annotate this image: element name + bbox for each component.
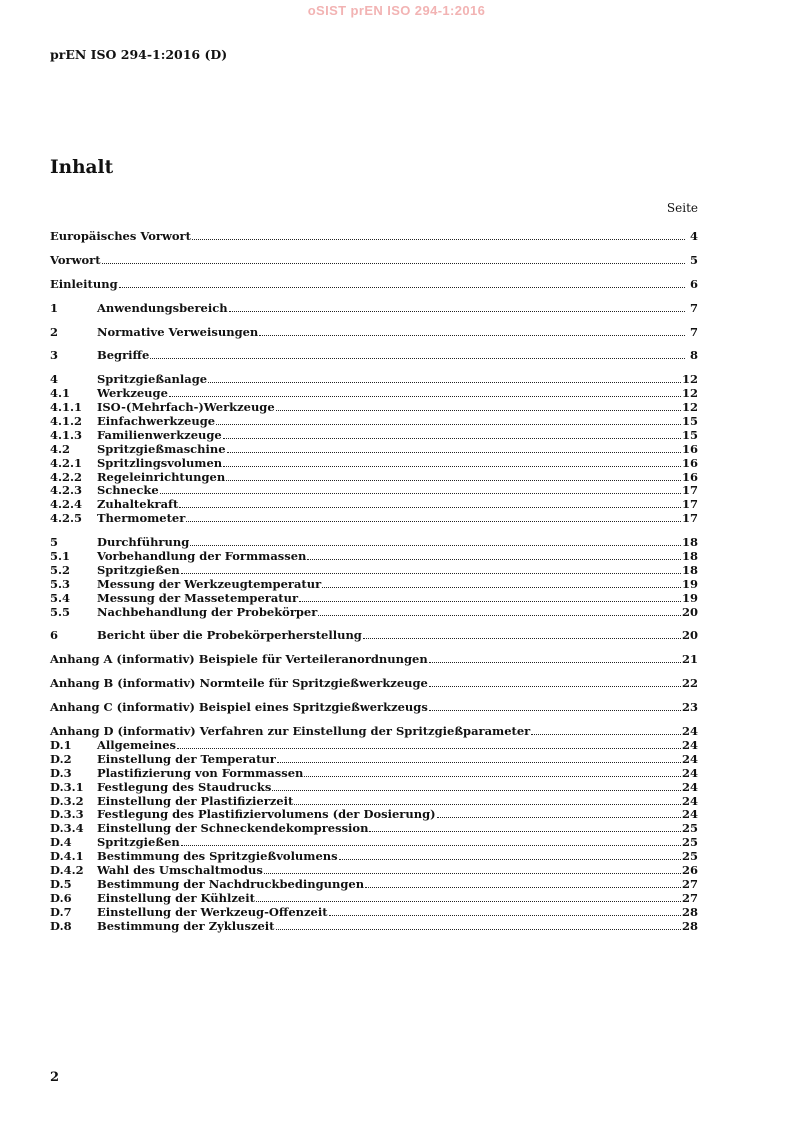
toc-entry-number: 5.5 xyxy=(50,604,71,619)
toc-dot-leader xyxy=(264,873,681,874)
toc-entry-title: Wahl des Umschaltmodus xyxy=(97,862,263,877)
page-column-label: Seite xyxy=(666,201,698,215)
toc-entry[interactable] xyxy=(50,401,698,415)
toc-entry-page: 17 xyxy=(681,511,698,526)
toc-entry-title: Einleitung xyxy=(50,276,118,291)
toc-dot-leader xyxy=(276,410,681,411)
toc-entry-page: 28 xyxy=(681,918,698,933)
toc-entry-page: 28 xyxy=(681,904,698,919)
toc-entry-page: 20 xyxy=(681,604,698,619)
toc-entry-number: D.8 xyxy=(50,918,72,933)
toc-entry-number: 4.2.2 xyxy=(50,469,83,484)
toc-dot-leader xyxy=(299,601,681,602)
toc-entry-page: 15 xyxy=(681,427,698,442)
toc-entry-page: 19 xyxy=(681,576,698,591)
toc-entry-page: 16 xyxy=(681,455,698,470)
toc-entry[interactable] xyxy=(50,536,698,550)
toc-dot-leader xyxy=(229,311,685,312)
toc-entry[interactable] xyxy=(50,254,698,268)
toc-entry[interactable] xyxy=(50,230,698,244)
toc-entry-number: D.4.1 xyxy=(50,849,84,864)
toc-entry-title: Spritzgießen xyxy=(97,835,180,850)
toc-entry-number: 5.4 xyxy=(50,590,71,605)
toc-entry[interactable] xyxy=(50,629,698,643)
toc-entry-title: Zuhaltekraft xyxy=(97,497,179,512)
toc-entry-page: 18 xyxy=(681,549,698,564)
toc-dot-leader xyxy=(223,466,681,467)
toc-entry-number: D.3 xyxy=(50,765,72,780)
toc-dot-leader xyxy=(259,335,685,336)
toc-dot-leader xyxy=(208,382,681,383)
toc-entry-page: 24 xyxy=(681,779,698,794)
toc-entry-title: Festlegung des Staudrucks xyxy=(97,779,272,794)
toc-entry-number: D.7 xyxy=(50,904,72,919)
toc-entry-title: Anhang C (informativ) Beispiel eines Spritzgießwerkzeugs xyxy=(50,700,428,715)
toc-entry-title: Allgemeines xyxy=(97,737,177,752)
toc-entry-page: 26 xyxy=(681,862,698,877)
toc-entry-title: Familienwerkzeuge xyxy=(97,427,222,442)
toc-entry-page: 12 xyxy=(681,400,698,415)
toc-entry-page: 17 xyxy=(681,483,698,498)
toc-entry-page: 27 xyxy=(681,890,698,905)
toc-entry-title: Bestimmung des Spritzgießvolumens xyxy=(97,849,338,864)
toc-entry-page: 4 xyxy=(689,229,698,243)
toc-entry[interactable] xyxy=(50,302,698,316)
toc-entry-number: D.6 xyxy=(50,890,72,905)
toc-entry[interactable] xyxy=(50,836,698,850)
toc-entry[interactable] xyxy=(50,415,698,429)
toc-entry-title: Nachbehandlung der Probekörper xyxy=(97,604,318,619)
toc-entry[interactable] xyxy=(50,550,698,564)
toc-entry-page: 23 xyxy=(681,700,698,715)
toc-entry-page: 25 xyxy=(681,835,698,850)
toc-entry-number: 2 xyxy=(50,324,59,339)
toc-entry-number: 5.3 xyxy=(50,576,71,591)
toc-dot-leader xyxy=(437,817,681,818)
toc-entry[interactable] xyxy=(50,373,698,387)
watermark: oSIST prEN ISO 294-1:2016 xyxy=(307,3,486,18)
toc-entry-title: Bestimmung der Zykluszeit xyxy=(97,918,275,933)
toc-dot-leader xyxy=(227,452,681,453)
toc-entry-number: 4.1.3 xyxy=(50,427,83,442)
toc-dot-leader xyxy=(276,929,681,930)
toc-entry-number: 4.1.1 xyxy=(50,400,83,415)
toc-dot-leader xyxy=(177,748,681,749)
toc-entry[interactable] xyxy=(50,387,698,401)
toc-dot-leader xyxy=(369,831,681,832)
toc-entry-number: 4.2 xyxy=(50,441,71,456)
toc-entry[interactable] xyxy=(50,767,698,781)
toc-dot-leader xyxy=(160,493,681,494)
toc-dot-leader xyxy=(223,438,681,439)
toc-entry[interactable] xyxy=(50,850,698,864)
toc-entry-number: D.3.3 xyxy=(50,807,84,822)
toc-entry-page: 24 xyxy=(681,737,698,752)
toc-entry-number: 4.2.1 xyxy=(50,455,83,470)
toc-entry-title: Spritzlingsvolumen xyxy=(97,455,223,470)
toc-dot-leader xyxy=(190,545,681,546)
toc-entry-number: 4.2.5 xyxy=(50,511,83,526)
toc-entry[interactable] xyxy=(50,822,698,836)
toc-dot-leader xyxy=(429,710,681,711)
toc-entry[interactable] xyxy=(50,808,698,822)
toc-entry-page: 22 xyxy=(681,676,698,691)
page-title: Inhalt xyxy=(50,157,114,178)
page-number: 2 xyxy=(50,1070,60,1085)
toc-entry[interactable] xyxy=(50,920,698,934)
toc-dot-leader xyxy=(339,859,681,860)
toc-entry[interactable] xyxy=(50,498,698,512)
toc-dot-leader xyxy=(226,480,681,481)
toc-entry-number: 4.1 xyxy=(50,386,71,401)
toc-dot-leader xyxy=(329,915,681,916)
toc-dot-leader xyxy=(186,521,681,522)
toc-entry-title: Spritzgießmaschine xyxy=(97,441,226,456)
toc-entry-title: Einstellung der Werkzeug-Offenzeit xyxy=(97,904,328,919)
toc-dot-leader xyxy=(102,263,685,264)
toc-entry-title: Europäisches Vorwort xyxy=(50,229,191,243)
toc-entry[interactable] xyxy=(50,781,698,795)
toc-entry-title: Vorwort xyxy=(50,252,101,267)
toc-entry[interactable] xyxy=(50,471,698,485)
toc-entry[interactable] xyxy=(50,457,698,471)
toc-entry-title: Normative Verweisungen xyxy=(97,324,259,339)
toc-entry[interactable] xyxy=(50,606,698,620)
toc-entry-title: Werkzeuge xyxy=(97,386,168,401)
toc-entry-title: ISO-(Mehrfach-)Werkzeuge xyxy=(97,400,275,415)
toc-entry-title: Begriffe xyxy=(97,348,150,363)
toc-entry-page: 5 xyxy=(689,252,698,267)
toc-entry-number: 6 xyxy=(50,628,59,643)
toc-dot-leader xyxy=(322,587,681,588)
toc-entry-page: 16 xyxy=(681,469,698,484)
toc-dot-leader xyxy=(150,358,685,359)
toc-entry-number: D.5 xyxy=(50,876,72,891)
toc-entry-page: 7 xyxy=(689,324,698,339)
toc-entry-title: Einstellung der Plastifizierzeit xyxy=(97,793,294,808)
toc-entry-page: 24 xyxy=(681,807,698,822)
toc-entry-title: Festlegung des Plastifiziervolumens (der Dosierung) xyxy=(97,807,436,822)
toc-entry-page: 24 xyxy=(681,724,698,739)
toc-entry-number: 4.2.4 xyxy=(50,497,83,512)
toc-entry[interactable] xyxy=(50,349,698,363)
toc-dot-leader xyxy=(307,559,681,560)
toc-entry[interactable] xyxy=(50,278,698,292)
table-of-contents xyxy=(50,230,698,933)
toc-entry-title: Bericht über die Probekörperherstellung xyxy=(97,628,362,643)
toc-entry-title: Einstellung der Temperatur xyxy=(97,751,276,766)
toc-entry-title: Anwendungsbereich xyxy=(97,300,228,315)
toc-entry-page: 24 xyxy=(681,793,698,808)
toc-entry[interactable] xyxy=(50,443,698,457)
toc-entry-page: 12 xyxy=(681,372,698,387)
toc-entry-number: D.3.2 xyxy=(50,793,84,808)
toc-entry-page: 24 xyxy=(681,751,698,766)
toc-entry-title: Messung der Werkzeugtemperatur xyxy=(97,576,322,591)
toc-dot-leader xyxy=(318,615,681,616)
toc-entry-number: 4.1.2 xyxy=(50,414,83,429)
toc-entry-number: D.3.1 xyxy=(50,779,84,794)
toc-entry[interactable] xyxy=(50,795,698,809)
toc-dot-leader xyxy=(181,573,681,574)
toc-entry-number: 4 xyxy=(50,372,59,387)
toc-entry-number: 5.1 xyxy=(50,549,71,564)
toc-entry[interactable] xyxy=(50,701,698,715)
toc-entry[interactable] xyxy=(50,653,698,667)
toc-entry-number: 3 xyxy=(50,348,59,363)
toc-dot-leader xyxy=(294,804,681,805)
toc-dot-leader xyxy=(429,686,681,687)
toc-dot-leader xyxy=(365,887,681,888)
toc-entry[interactable] xyxy=(50,864,698,878)
toc-dot-leader xyxy=(429,662,681,663)
toc-entry-page: 7 xyxy=(689,300,698,315)
toc-dot-leader xyxy=(277,762,681,763)
toc-entry[interactable] xyxy=(50,906,698,920)
toc-entry[interactable] xyxy=(50,564,698,578)
toc-dot-leader xyxy=(531,734,681,735)
toc-dot-leader xyxy=(119,287,685,288)
toc-dot-leader xyxy=(169,396,681,397)
toc-entry-title: Durchführung xyxy=(97,535,190,550)
toc-entry-page: 27 xyxy=(681,876,698,891)
toc-entry-title: Spritzgießen xyxy=(97,562,180,577)
toc-entry-title: Bestimmung der Nachdruckbedingungen xyxy=(97,876,365,891)
toc-entry-page: 16 xyxy=(681,441,698,456)
toc-entry[interactable] xyxy=(50,725,698,739)
toc-entry[interactable] xyxy=(50,892,698,906)
toc-entry-title: Einfachwerkzeuge xyxy=(97,414,216,429)
toc-entry-page: 18 xyxy=(681,562,698,577)
toc-entry-page: 8 xyxy=(689,348,698,363)
toc-entry-title: Regeleinrichtungen xyxy=(97,469,226,484)
toc-entry-title: Einstellung der Kühlzeit xyxy=(97,890,255,905)
toc-entry-number: 5 xyxy=(50,535,59,550)
toc-entry-page: 20 xyxy=(681,628,698,643)
toc-entry-title: Einstellung der Schneckendekompression xyxy=(97,821,369,836)
toc-entry-page: 12 xyxy=(681,386,698,401)
toc-entry-title: Vorbehandlung der Formmassen xyxy=(97,549,307,564)
toc-dot-leader xyxy=(179,507,681,508)
toc-entry-title: Plastifizierung von Formmassen xyxy=(97,765,304,780)
toc-dot-leader xyxy=(272,790,681,791)
toc-dot-leader xyxy=(304,776,681,777)
toc-entry-title: Anhang D (informativ) Verfahren zur Einstellung der Spritzgießparameter xyxy=(50,724,531,739)
toc-entry[interactable] xyxy=(50,878,698,892)
toc-entry[interactable] xyxy=(50,677,698,691)
toc-entry-number: D.4.2 xyxy=(50,862,84,877)
toc-entry-title: Spritzgießanlage xyxy=(97,372,208,387)
toc-entry-page: 19 xyxy=(681,590,698,605)
toc-entry[interactable] xyxy=(50,739,698,753)
toc-dot-leader xyxy=(256,901,681,902)
toc-entry-page: 25 xyxy=(681,821,698,836)
toc-entry-page: 15 xyxy=(681,414,698,429)
toc-entry-number: D.2 xyxy=(50,751,72,766)
toc-entry-number: 4.2.3 xyxy=(50,483,83,498)
toc-entry-title: Messung der Massetemperatur xyxy=(97,590,299,605)
toc-entry-number: D.3.4 xyxy=(50,821,84,836)
toc-entry[interactable] xyxy=(50,592,698,606)
toc-entry[interactable] xyxy=(50,326,698,340)
toc-dot-leader xyxy=(181,845,681,846)
toc-entry[interactable] xyxy=(50,512,698,526)
toc-entry[interactable] xyxy=(50,753,698,767)
toc-dot-leader xyxy=(363,638,681,639)
toc-entry-page: 6 xyxy=(689,276,698,291)
toc-entry-page: 24 xyxy=(681,765,698,780)
toc-entry-number: 1 xyxy=(50,300,59,315)
toc-entry-page: 18 xyxy=(681,535,698,550)
toc-entry-title: Anhang A (informativ) Beispiele für Verteileranordnungen xyxy=(50,652,428,667)
toc-entry[interactable] xyxy=(50,578,698,592)
toc-entry[interactable] xyxy=(50,429,698,443)
toc-entry-number: D.4 xyxy=(50,835,72,850)
toc-entry-page: 25 xyxy=(681,849,698,864)
toc-entry-number: D.1 xyxy=(50,737,72,752)
toc-dot-leader xyxy=(216,424,681,425)
toc-entry-title: Schnecke xyxy=(97,483,159,498)
toc-entry-title: Anhang B (informativ) Normteile für Spritzgießwerkzeuge xyxy=(50,676,428,691)
toc-entry[interactable] xyxy=(50,484,698,498)
toc-entry-title: Thermometer xyxy=(97,511,186,526)
toc-entry-page: 17 xyxy=(681,497,698,512)
toc-dot-leader xyxy=(192,239,685,240)
document-id: prEN ISO 294-1:2016 (D) xyxy=(50,47,228,62)
toc-entry-page: 21 xyxy=(681,652,698,667)
toc-entry-number: 5.2 xyxy=(50,562,71,577)
